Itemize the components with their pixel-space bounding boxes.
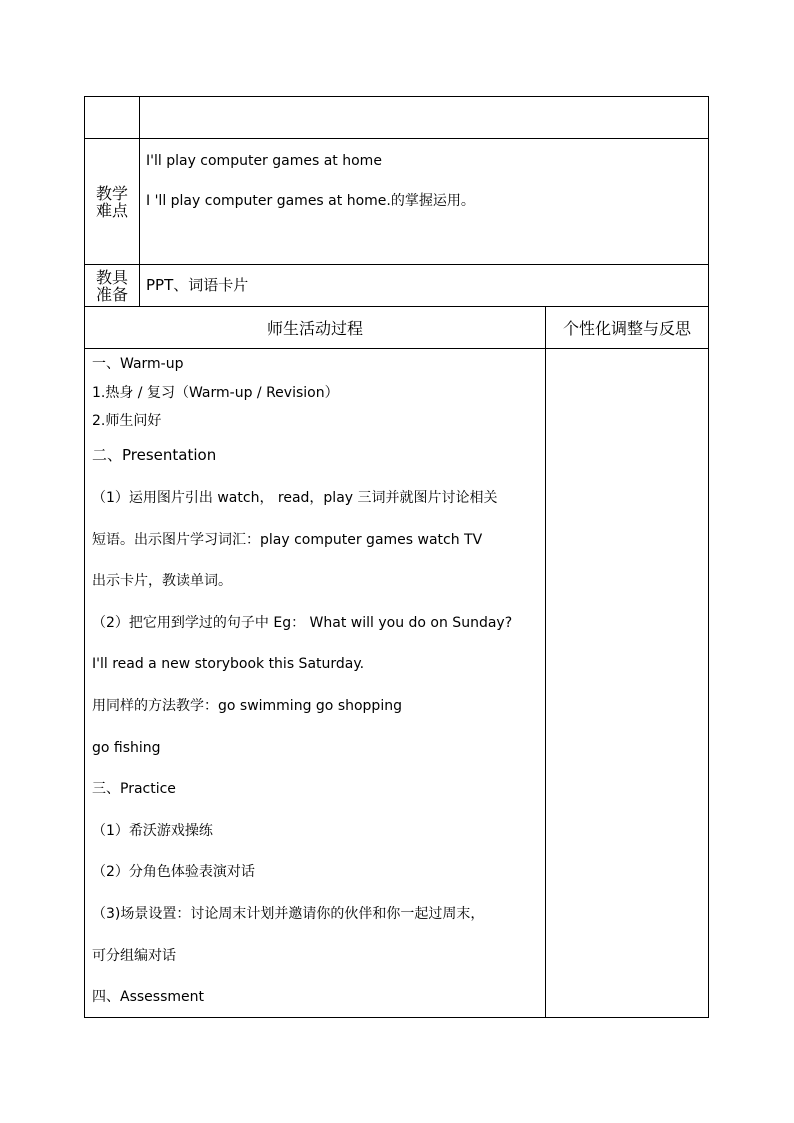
process-line: 一、Warm-up [92, 356, 184, 372]
difficulty-label-line1: 教学 [95, 183, 128, 203]
process-line: （2）把它用到学过的句子中 Eg： What will you do on Sunday? [92, 615, 513, 631]
reflection-header: 个性化调整与反思 [546, 307, 709, 349]
difficulty-line-2: I 'll play computer games at home.的掌握运用。 [146, 193, 475, 209]
process-header: 师生活动过程 [85, 307, 546, 349]
materials-row [85, 265, 709, 307]
process-line: 2.师生问好 [92, 413, 162, 429]
process-line: 用同样的方法教学：go swimming go shopping [92, 698, 402, 714]
empty-row [85, 97, 709, 139]
header-row [85, 307, 709, 349]
process-line: （3)场景设置：讨论周末计划并邀请你的伙伴和你一起过周末， [92, 906, 485, 922]
process-content [85, 349, 546, 1018]
materials-content [140, 265, 709, 307]
empty-content-cell [140, 97, 709, 139]
materials-label-line2: 准备 [95, 284, 128, 304]
materials-label-line1: 教具 [95, 267, 128, 287]
lesson-plan-table [84, 96, 709, 1018]
process-row [85, 349, 709, 1018]
process-line: 二、Presentation [92, 446, 217, 464]
process-line: 可分组编对话 [92, 948, 176, 964]
difficulty-label [85, 139, 140, 265]
empty-label-cell [85, 97, 140, 139]
difficulty-label-line2: 难点 [95, 200, 128, 220]
process-line: 短语。出示图片学习词汇：play computer games watch TV [92, 532, 483, 548]
process-line: 三、Practice [92, 781, 176, 797]
process-line: （1）运用图片引出 watch， read，play 三词并就图片讨论相关 [92, 490, 498, 506]
materials-label [85, 265, 140, 307]
process-line: go fishing [92, 740, 161, 756]
difficulty-line-1: I'll play computer games at home [146, 153, 382, 169]
difficulty-row [85, 139, 709, 265]
process-line: 出示卡片，教读单词。 [92, 573, 232, 589]
process-line: （1）希沃游戏操练 [92, 823, 213, 839]
difficulty-content [140, 139, 709, 265]
reflection-content [546, 349, 709, 1018]
process-line: 1.热身 / 复习（Warm-up / Revision） [92, 385, 339, 401]
materials-text: PPT、词语卡片 [146, 276, 249, 294]
process-line: （2）分角色体验表演对话 [92, 864, 255, 880]
process-line: I'll read a new storybook this Saturday. [92, 656, 365, 672]
process-line: 四、Assessment [92, 989, 204, 1005]
